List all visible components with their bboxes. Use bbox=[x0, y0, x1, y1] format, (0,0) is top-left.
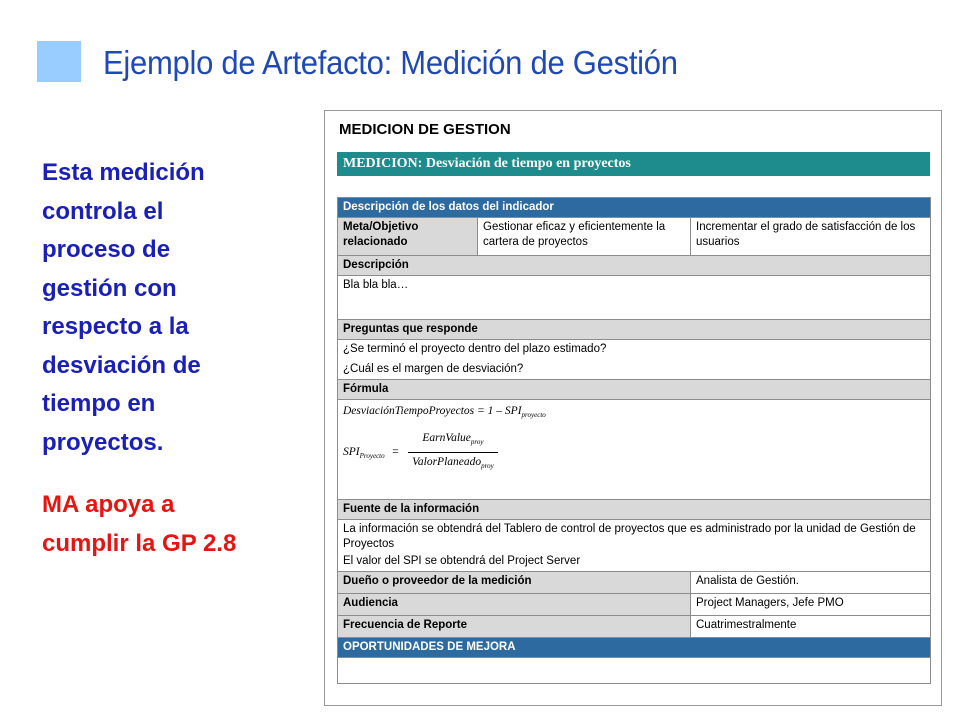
owner-value: Analista de Gestión. bbox=[691, 572, 931, 594]
source-text: La información se obtendrá del Tablero de control de proyectos que es administrado por la unidad de Gestión de Proyectos bbox=[343, 523, 916, 550]
improvements-label: OPORTUNIDADES DE MEJORA bbox=[338, 638, 931, 658]
formula-rhs-sub: proyecto bbox=[521, 411, 546, 419]
body-line: Esta medición bbox=[42, 159, 205, 186]
formula-lhs: DesviaciónTiempoProyectos bbox=[343, 405, 475, 417]
measurement-document bbox=[324, 110, 942, 706]
formula-rhs: = 1 – SPI bbox=[477, 405, 522, 417]
audience-label: Audiencia bbox=[338, 594, 691, 616]
body-line: proceso de bbox=[42, 236, 171, 263]
formula-spi: SPI bbox=[343, 446, 360, 459]
body-line: desviación de bbox=[42, 351, 201, 379]
description-label: Descripción bbox=[338, 256, 931, 276]
formula-equals: = bbox=[391, 446, 400, 459]
body-line: proyectos. bbox=[42, 428, 164, 456]
source-label: Fuente de la información bbox=[338, 500, 931, 520]
question-item: ¿Cuál es el margen de desviación? bbox=[343, 363, 524, 375]
goal-value-1: Gestionar eficaz y eficientemente la cartera de proyectos bbox=[478, 218, 691, 256]
source-cell bbox=[338, 520, 931, 572]
measurement-table bbox=[337, 197, 931, 684]
formula-spi-sub: Proyecto bbox=[359, 452, 385, 461]
question-item: ¿Se terminó el proyecto dentro del plazo estimado? bbox=[343, 343, 607, 355]
formula-denominator: ValorPlaneado bbox=[412, 456, 482, 468]
body-line: respecto a la bbox=[42, 313, 189, 340]
formula-denominator-sub: proy bbox=[481, 462, 494, 470]
questions-cell bbox=[338, 340, 931, 380]
formula-label: Fórmula bbox=[338, 380, 931, 400]
highlight-line: cumplir la GP 2.8 bbox=[42, 529, 237, 557]
body-line: tiempo en bbox=[42, 390, 156, 417]
section-header-description-data: Descripción de los datos del indicador bbox=[338, 198, 931, 218]
slide-body-text bbox=[42, 154, 312, 563]
source-text: El valor del SPI se obtendrá del Project Server bbox=[343, 555, 581, 567]
questions-label: Preguntas que responde bbox=[338, 320, 931, 340]
title-accent-square bbox=[37, 41, 81, 82]
formula-numerator: EarnValue bbox=[422, 432, 471, 444]
goal-value-2: Incrementar el grado de satisfacción de los usuarios bbox=[691, 218, 931, 256]
body-line: gestión con bbox=[42, 274, 177, 302]
measurement-title-bar: MEDICION: Desviación de tiempo en proyectos bbox=[337, 152, 930, 176]
frequency-label: Frecuencia de Reporte bbox=[338, 616, 691, 638]
formula-fraction bbox=[408, 431, 498, 474]
description-text: Bla bla bla… bbox=[338, 276, 931, 320]
frequency-value: Cuatrimestralmente bbox=[691, 616, 931, 638]
formula-cell bbox=[338, 400, 931, 500]
audience-value: Project Managers, Jefe PMO bbox=[691, 594, 931, 616]
body-line: controla el bbox=[42, 197, 164, 225]
document-heading: MEDICION DE GESTION bbox=[339, 121, 511, 138]
slide-title: Ejemplo de Artefacto: Medición de Gestión bbox=[103, 44, 678, 81]
highlight-text bbox=[42, 486, 312, 563]
formula-numerator-sub: proy bbox=[470, 438, 484, 446]
highlight-line: MA apoya a bbox=[42, 491, 175, 518]
improvements-cell bbox=[338, 658, 931, 684]
owner-label: Dueño o proveedor de la medición bbox=[338, 572, 691, 594]
goal-label: Meta/Objetivo relacionado bbox=[338, 218, 478, 256]
